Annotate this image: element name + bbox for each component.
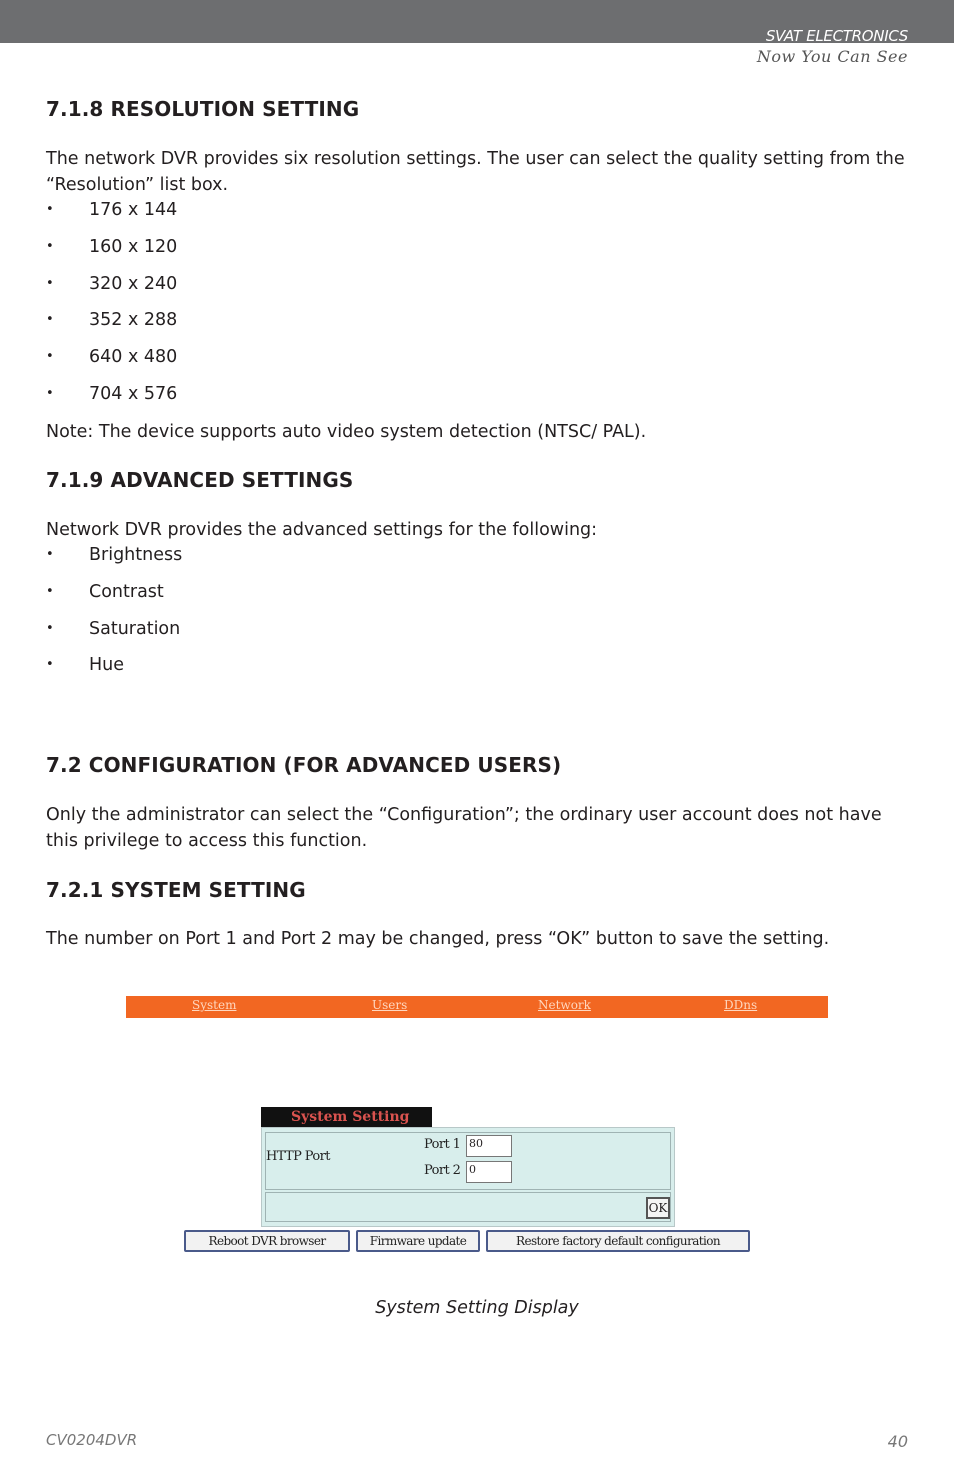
menu-item-users[interactable]: Users [372,998,408,1012]
firmware-update-button[interactable]: Firmware update [356,1230,480,1252]
heading-advanced-settings: 7.1.9 ADVANCED SETTINGS [46,468,354,492]
system-setting-title: System Setting [261,1107,432,1127]
advanced-list [46,544,182,691]
list-item: • Brightness [46,545,183,565]
restore-defaults-button[interactable]: Restore factory default configuration [486,1230,750,1252]
advanced-intro: Network DVR provides the advanced settings for the following: [46,520,598,540]
resolution-intro: The network DVR provides six resolution settings. The user can select the quality setting from the “Resolution” list box. [46,149,905,195]
list-item: • Saturation [46,618,181,639]
menu-item-system[interactable]: System [192,998,237,1012]
http-port-label: HTTP Port [266,1149,330,1164]
brand-name: SVAT ELECTRONICS [765,27,908,45]
resolution-list [46,199,177,420]
list-item: • 176 x 144 [46,200,178,220]
heading-resolution-setting: 7.1.8 RESOLUTION SETTING [46,97,360,121]
http-port-row [265,1132,671,1190]
figure-caption: System Setting Display [375,1298,579,1318]
resolution-note: Note: The device supports auto video system detection (NTSC/ PAL). [46,422,647,442]
settings-panel [261,1127,675,1227]
system-setting-body: The number on Port 1 and Port 2 may be changed, press “OK” button to save the setting. [46,929,830,949]
system-setting-screenshot [120,990,834,1254]
port2-input[interactable]: 0 [466,1161,512,1183]
list-item: • 352 x 288 [46,310,178,331]
menu-item-network[interactable]: Network [538,998,591,1012]
heading-configuration: 7.2 CONFIGURATION (FOR ADVANCED USERS) [46,753,562,777]
list-item: • 320 x 240 [46,273,178,294]
list-item: • Contrast [46,581,164,602]
menu-item-ddns[interactable]: DDns [724,998,758,1012]
list-item: • 704 x 576 [46,383,178,404]
page-number: 40 [887,1432,908,1451]
footer-model: CV0204DVR [46,1431,138,1449]
port1-label: Port 1 [424,1137,461,1152]
heading-system-setting: 7.2.1 SYSTEM SETTING [46,878,306,902]
ok-button[interactable]: OK [646,1197,670,1219]
port1-input[interactable]: 80 [466,1135,512,1157]
ok-row [265,1192,671,1222]
menu-bar [126,996,828,1018]
list-item: • Hue [46,655,125,676]
port2-label: Port 2 [424,1163,461,1178]
configuration-body: Only the administrator can select the “Configuration”; the ordinary user account does not have this privilege to access this function. [46,805,882,851]
list-item: • 640 x 480 [46,347,178,368]
brand-tagline: Now You Can See [756,47,908,66]
reboot-button[interactable]: Reboot DVR browser [184,1230,350,1252]
list-item: • 160 x 120 [46,236,178,257]
